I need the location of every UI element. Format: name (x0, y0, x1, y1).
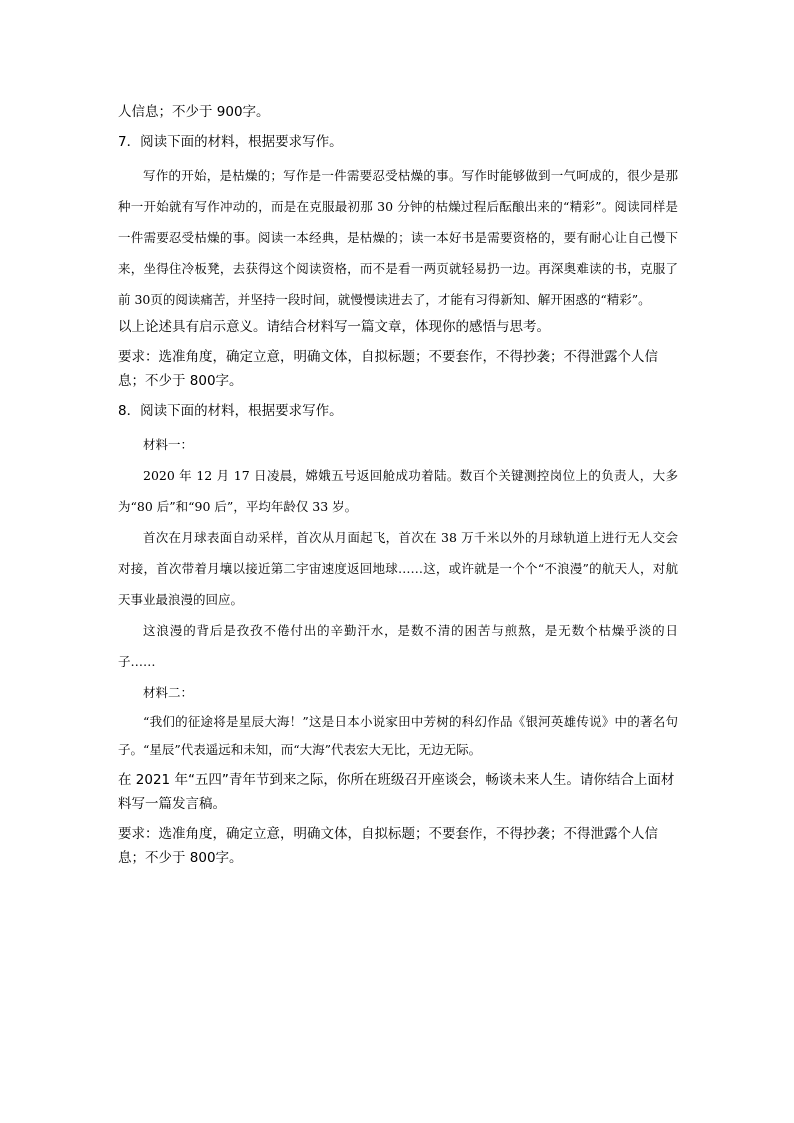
question-8-prompt: 在 2021 年“五四”青年节到来之际，你所在班级召开座谈会，畅谈未来人生。请你结合上面材料写一篇发言稿。 (118, 772, 675, 812)
question-7-material: 写作的开始，是枯燥的；写作是一件需要忍受枯燥的事。写作时能够做到一气呵成的，很少是那种一开始就有写作冲动的，而是在克服最初那 30 分钟的枯燥过程后酝酿出来的“精彩”。阅读同样是一件需要忍受枯燥的事。阅读一本经典，是枯燥的；读一本好书是需要资格的，要有耐心让自己慢下来，坐得住冷板凳，去获得这个阅读资格，而不是看一两页就轻易扔一边。再深奥难读的书，克服了前 30页的阅读痛苦，并坚持一段时间，就慢慢读进去了，才能有习得新知、解开困惑的“精彩”。 (118, 168, 678, 307)
question-8-requirement: 要求：选准角度，确定立意，明确文体，自拟标题；不要套作，不得抄袭；不得泄露个人信息；不少于 800字。 (118, 826, 658, 866)
material-1-paragraph-1: 2020 年 12 月 17 日凌晨，嫦娥五号返回舱成功着陆。数百个关键测控岗位上的负责人，大多为“80 后”和“90 后”，平均年龄仅 33 岁。 (118, 468, 678, 514)
document-content (118, 100, 678, 876)
question-7-prompt: 以上论述具有启示意义。请结合材料写一篇文章，体现你的感悟与思考。 (118, 319, 550, 335)
material-1-paragraph-2: 首次在月球表面自动采样，首次从月面起飞，首次在 38 万千米以外的月球轨道上进行无人交会对接，首次带着月壤以接近第二宇宙速度返回地球……这，或许就是一个个“不浪漫”的航天人，对航天事业最浪漫的回应。 (118, 530, 678, 607)
material-2-label: 材料二： (143, 685, 194, 700)
continued-requirement-line: 人信息；不少于 900字。 (118, 104, 270, 120)
question-8-heading: 8．阅读下面的材料，根据要求写作。 (118, 403, 343, 419)
material-1-paragraph-3: 这浪漫的背后是孜孜不倦付出的辛勤汗水，是数不清的困苦与煎熬，是无数个枯燥乎淡的日子…… (118, 623, 678, 669)
question-7-heading: 7．阅读下面的材料，根据要求写作。 (118, 134, 343, 150)
question-7-requirement: 要求：选准角度，确定立意，明确文体，自拟标题；不要套作，不得抄袭；不得泄露个人信息；不少于 800字。 (118, 349, 658, 389)
material-2-paragraph-1: “我们的征途将是星辰大海！”这是日本小说家田中芳树的科幻作品《银河英雄传说》中的著名句子。“星辰”代表遥远和未知，而“大海”代表宏大无比，无边无际。 (118, 714, 678, 757)
material-1-label: 材料一： (143, 437, 194, 452)
